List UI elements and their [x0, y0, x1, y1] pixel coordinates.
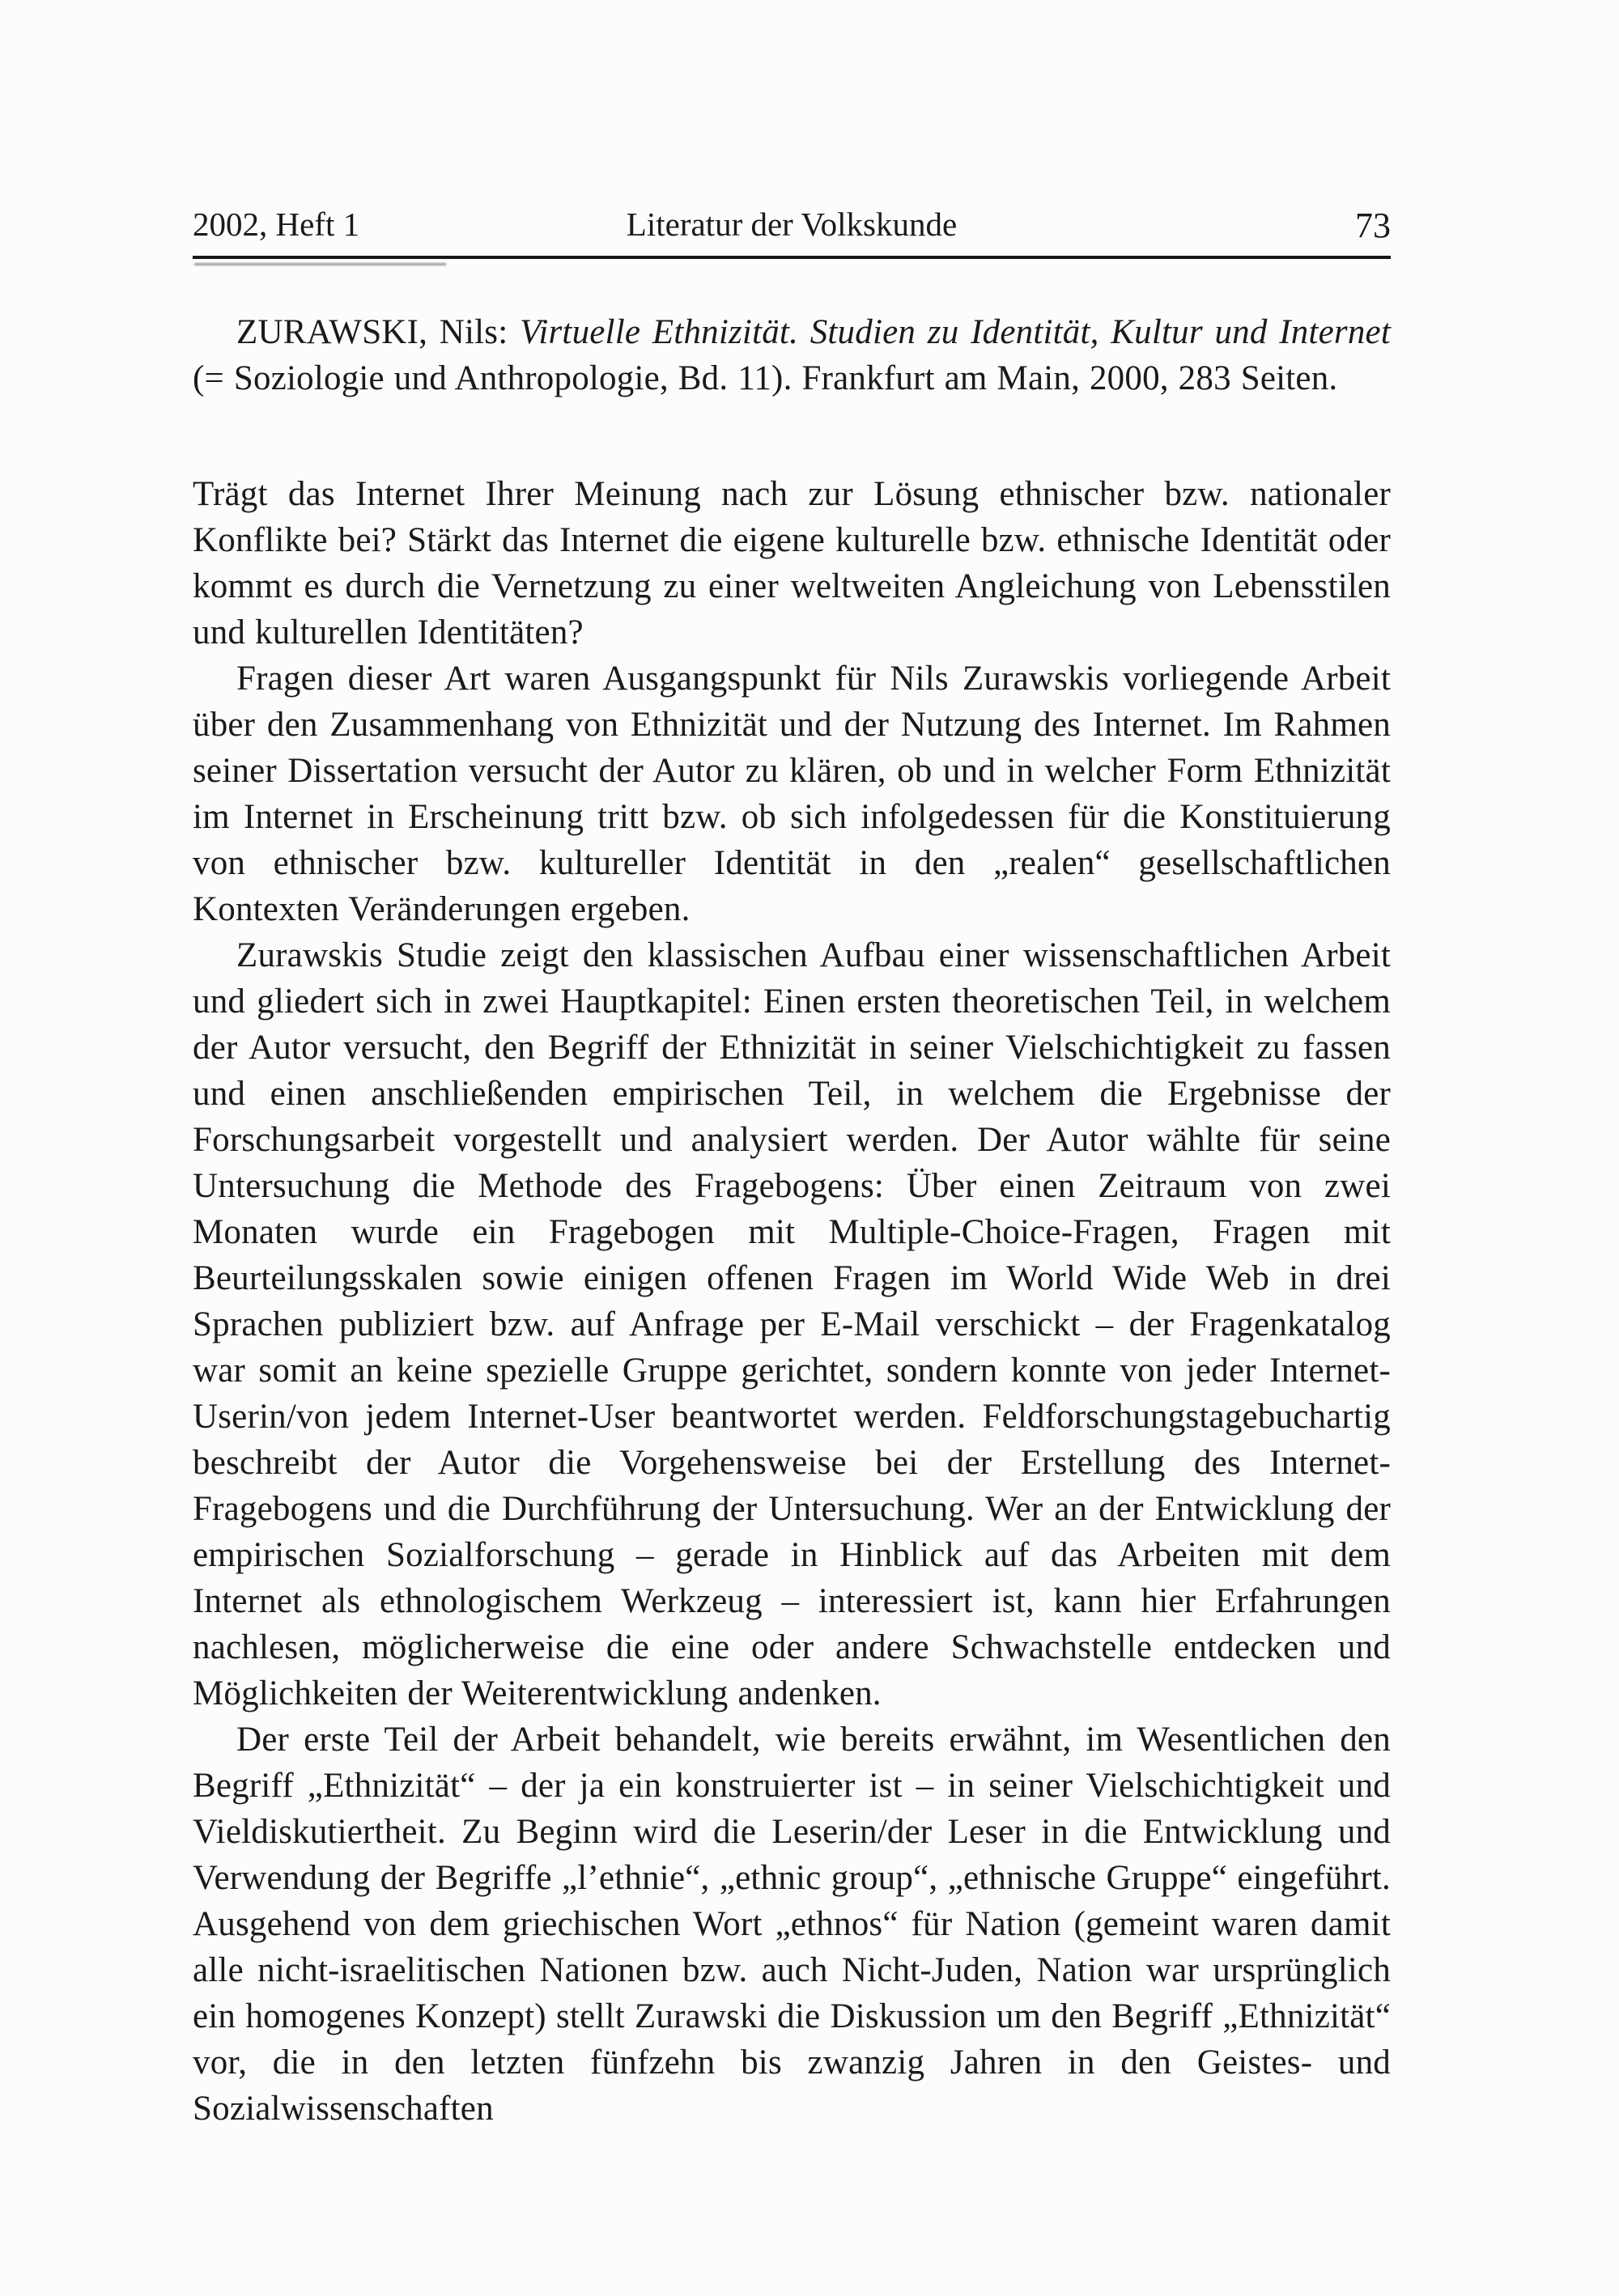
paragraph-first-part: Der erste Teil der Arbeit behandelt, wie bereits erwähnt, im Wesentlichen den Begriff „Ethnizität“ – der ja ein konstruierter ist – in seiner Vielschichtigkeit und Vieldiskutiertheit. Zu Beginn wird die Leserin/der Leser in die Entwicklung und Verwendung der Begriffe „l’ethnie“, „ethnic group“, „ethnische Gruppe“ eingeführt. Ausgehend von dem griechischen Wort „ethnos“ für Nation (gemeint waren damit alle nicht-israelitischen Nationen bzw. auch Nicht-Juden, Nation war ursprünglich ein homogenes Konzept) stellt Zurawski die Diskussion um den Begriff „Ethnizität“ vor, die in den letzten fünfzehn bis zwanzig Jahren in den Geistes- und Sozialwissenschaften [193, 1721, 1391, 2128]
citation-details: (= Soziologie und Anthropologie, Bd. 11). Frankfurt am Main, 2000, 283 Seiten. [193, 359, 1338, 397]
page-number: 73 [1355, 206, 1391, 245]
citation-title: Virtuelle Ethnizität. Studien zu Identität, Kultur und Internet [520, 313, 1391, 351]
citation-author: ZURAWSKI, Nils: [236, 313, 521, 351]
paragraph-study-structure: Zurawskis Studie zeigt den klassischen Aufbau einer wissenschaftlichen Arbeit und gliedert sich in zwei Hauptkapitel: Einen ersten theoretischen Teil, in welchem der Autor versucht, den Begriff der Ethnizität in seiner Vielschichtigkeit zu fassen und einen anschließenden empirischen Teil, in welchem die Ergebnisse der Forschungsarbeit vorgestellt und analysiert werden. Der Autor wählte für seine Untersuchung die Methode des Fragebogens: Über einen Zeitraum von zwei Monaten wurde ein Fragebogen mit Multiple-Choice-Fragen, Fragen mit Beurteilungsskalen sowie einigen offenen Fragen im World Wide Web in drei Sprachen publiziert bzw. auf Anfrage per E-Mail verschickt – der Fragenkatalog war somit an keine spezielle Gruppe gerichtet, sondern konnte von jeder Internet-Userin/von jedem Internet-User beantwortet werden. Feldforschungstagebuchartig beschreibt der Autor die Vorgehensweise bei der Erstellung des Internet-Fragebogens und die Durchführung der Untersuchung. Wer an der Entwicklung der empirischen Sozialforschung – gerade in Hinblick auf das Arbeiten mit dem Internet als ethnologischem Werkzeug – interessiert ist, kann hier Erfahrungen nachlesen, möglicherweise die eine oder andere Schwachstelle entdecken und Möglichkeiten der Weiterentwicklung andenken. [193, 936, 1391, 1712]
journal-title: Literatur der Volkskunde [626, 206, 958, 243]
paragraph-study-origin: Fragen dieser Art waren Ausgangspunkt für Nils Zurawskis vorliegende Arbeit über den Zusammenhang von Ethnizität und der Nutzung des Internet. Im Rahmen seiner Dissertation versucht der Autor zu klären, ob und in welcher Form Ethnizität im Internet in Erscheinung tritt bzw. ob sich infolgedessen für die Konstituierung von ethnischer bzw. kultureller Identität in den „realen“ gesellschaftlichen Kontexten Veränderungen ergeben. [193, 660, 1391, 928]
header-rule [193, 256, 1391, 259]
book-citation [193, 309, 1391, 401]
paragraph-intro-questions: Trägt das Internet Ihrer Meinung nach zur Lösung ethnischer bzw. nationaler Konflikte bei? Stärkt das Internet die eigene kulturelle bzw. ethnische Identität oder kommt es durch die Vernetzung zu einer weltweiten Angleichung von Lebensstilen und kulturellen Identitäten? [193, 475, 1391, 651]
review-text-block [193, 309, 1391, 2132]
page-header [193, 204, 1391, 256]
journal-page [193, 204, 1391, 2132]
issue-label: 2002, Heft 1 [193, 206, 360, 243]
